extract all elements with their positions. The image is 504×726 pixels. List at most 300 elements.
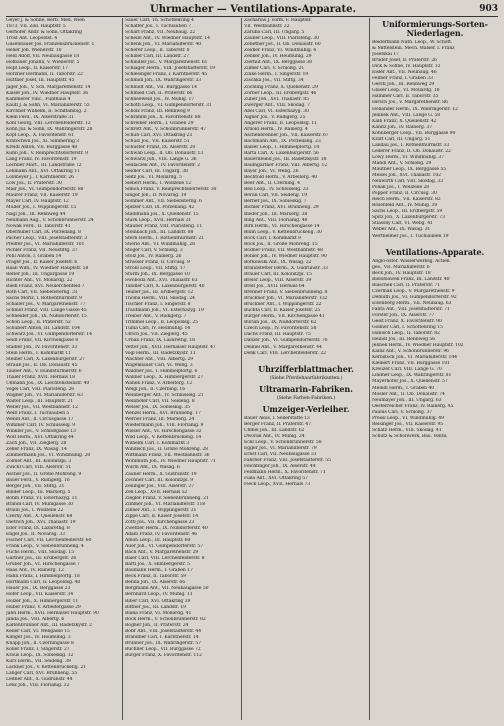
entry-line: Schütz & Schönwerk, Bau. Ventil. (372, 433, 448, 439)
entry-line: Fahrner Franz, VIII. Josefstädterstr. 55 (244, 458, 331, 464)
entry-line: Wagenbauer Carl, VI. Webg. 3 (125, 362, 193, 368)
entry-line: Egger Jos., VI. Mariahilferstr. 79 (244, 445, 317, 451)
entry-line: Zottl Jos., VII. Kirchengasse 23 (125, 519, 195, 525)
entry-line: & Mittelstein. Mech. Walser, I. Franz (372, 46, 455, 52)
entry-list (372, 40, 498, 240)
entry-line: Hartmann Carl, II. Leopoldsg. 40 (6, 580, 81, 586)
entry-line: Jellinek Ant., VIII. Lange G. 58 (372, 112, 441, 118)
entry-list (244, 18, 368, 357)
entry-line: Stadlmann Jos., X. Quellenstr. 15 (125, 211, 199, 217)
entry-line: Glaser Leop., VI. Mollardg. 18 (372, 88, 440, 94)
entry-line: Langer Carl, XVI. Brunneng. 55 (6, 671, 78, 677)
entry-line: Bock Carl, I. Kohlmarkt 9 (244, 235, 301, 241)
entry-line: Dachs Franz, III. Hauptstr. 75 (244, 332, 311, 338)
entry-line: Riedl Franz, XVI. Neulerchenfeld 7 (6, 284, 85, 290)
entry-line: Schmidl Joh., IX. Währingerstr. 33 (125, 78, 202, 84)
entry-line: Schneider Joh., IX. Nußdorferstr. 15 (6, 314, 87, 320)
entry-line: Hörzner Hermann, II. Taborstr. 22 (6, 72, 83, 78)
entry-line: Rosenfeld Ant., IV. Mühlg. 39 (372, 203, 438, 209)
entry-line: Josefskai 17 (372, 52, 399, 58)
entry-line: Oberhuber Carl, IX. Porzellang. 8 (6, 229, 81, 235)
entry-line: Binder Leop., III. Marxerg. 5 (6, 489, 71, 495)
entry-line: Bauernfeind Jos., III. Radetzkystr. 18 (244, 157, 327, 163)
column-divider (369, 18, 370, 720)
entry-line: Feldmann Herm., X. Favoritenstr. 71 (244, 470, 326, 476)
entry-line: Singer Joh., II. Novarag. 19 (125, 193, 187, 199)
entry-line: Kohl Georg, VIII. Lerchenfelderstr. 12 (6, 120, 91, 126)
entry-line: Gollner Carl, I. Schottenring 15 (372, 325, 443, 331)
entry-line: Zuber Joh., XVI. Thaliastr. 85 (244, 96, 309, 102)
entry-line: Aschenbrenner Joh., VII. Kaiserstr. 67 (244, 132, 329, 138)
entry-line: Pacher Leop., VIII. Josefstädterstr. 3 (6, 235, 88, 241)
entry-line: Zacharias J. vorm. F. Hauptstr. (244, 18, 312, 23)
entry-line: Bodner Franz, VII. Westbahnstr. 48 (244, 247, 323, 253)
entry-line: Feichtinger Joh., IX. Alserstr. 44 (244, 464, 316, 470)
entry-line: Bieder Joh., III. Marxerg. 38 (244, 211, 308, 217)
entry-line: Neumann Aug., V. Schönbrunnerstr. 24 (6, 217, 94, 223)
entry-line: Seidler Carl, III. Ungarg. 38 (125, 169, 188, 175)
entry-line: Zwettler Herm., IX. Nußdorferstr. 40 (125, 525, 208, 531)
entry-line: Zach Joh., VII. Zieglerg. 28 (6, 441, 67, 447)
entry-line: Scholz Franz, III. Rennweg 9 (125, 108, 190, 114)
entry-line: Reiter Joh., III. Ungargasse 19 (6, 271, 75, 277)
entry-line: Breier Leop., VIII. Alserstr. 39 (244, 278, 312, 284)
entry-line: Schwab Leop., II. Ob. Donaustr. 13 (125, 151, 204, 157)
entry-line: Burian Jos., IX. Nußdorferstr. 62 (244, 320, 317, 326)
entry-line: Tauber Ant., V. Hundsturmerstr. 6 (6, 368, 82, 374)
entry-line: Sedlaczek Ant., IV. Favoritenstr. 2 (125, 163, 201, 169)
entry-line: Zöchling Franz, X. Quellenstr. 29 (244, 84, 318, 90)
entry-line: Strasser Franz, II. Circusg. 9 (125, 259, 190, 265)
entry-line: Prager Jos., II. Kaiser Josefstr. 6 (6, 259, 78, 265)
entry-line: Wiedermann Joh., VIII. Florianig. 9 (125, 423, 204, 429)
entry-line: Sachs Leop., III. Erdbergstr. 59 (372, 209, 443, 215)
entry-line: Bichler Franz, XVI. Brunneng. 29 (244, 205, 319, 211)
column-3 (244, 18, 368, 720)
section-heading: Ultramarin-Fabriken. (259, 383, 353, 394)
entry-line: Adam Franz, IV. Favoritenstr. 46 (125, 531, 198, 537)
column-1 (6, 18, 121, 720)
entry-line: Kalb Franz, X. Quellenstr. 42 (372, 118, 437, 124)
entry-line: Schatz Herm., VIII. Skodag. 41 (372, 427, 442, 433)
entry-line: Wachter Ant., VIII. Albertg. 29 (125, 356, 194, 362)
entry-line: Pohl Anton, I. Graben 14 (6, 253, 62, 259)
entry-line: Schindler Jos., V. Margarethenstr. 61 (125, 60, 208, 66)
entry-line: Zeller Franz, IX. Wasag. 14 (6, 447, 67, 453)
entry-line: Urban Franz, IX. Lazarethg. 18 (125, 338, 195, 344)
entry-line: Lehmann Ant., XVI. Ottakring 11 (6, 169, 80, 175)
entry-line: Wilhelm Carl, I. Kohlmarkt 3 (125, 441, 190, 447)
entry-line: Kreidl Anton, VII. Burggasse 48 (6, 144, 78, 150)
entry-line: Kurz Herm., VII. Seideng. 39 (6, 658, 71, 664)
section-heading: Uhrzifferblattmacher. (258, 363, 354, 374)
entry-line: Beran Carl, VII. Seideng. 19 (244, 193, 308, 199)
entry-line: Meisel Joh., XVI. Thaliastr. 102 (372, 173, 441, 179)
entry-line: Hahn Franz, I. Himmelpfortg. 18 (6, 574, 80, 580)
entry-line: Lindner Leop., IX. Währingerstr. 81 (372, 373, 452, 379)
entry-line: Knapp Joh., II. Czerningasse 8 (6, 640, 74, 646)
entry-line: Wallner Leop., X. Himbergerstr. 27 (125, 374, 204, 380)
entry-line: Schaller Jos., V. Margarethenstr. 77 (6, 302, 86, 308)
entry-line: Zeilinger Jos., VIII. Alserstr. 27 (125, 483, 194, 489)
entry-line: Schrott Ant., V. Schönbrunnerstr. 47 (125, 126, 207, 132)
entry-line: Gärtner Jos., III. Erdbergstr. 26 (6, 556, 77, 562)
entry-line: Lang Franz, IV. Favoritenstr. 19 (6, 157, 77, 163)
entry-line: Schön Leop., II. Praterstr. 52 (6, 320, 71, 326)
entry-line: Spitz Joh., X. Laxenburgerstr. 73 (372, 215, 445, 221)
entry-line: Mayer Carl, IV. Hauptstr. 12 (6, 199, 69, 205)
entry-line: Berner Jos., IX. Sobieskig. 7 (244, 199, 307, 205)
entry-line: Brandl Carl, IV. Mühlgasse 30 (6, 501, 73, 507)
entry-line: Gerhofer Andr. & Sohn, Ottakring (6, 30, 82, 36)
entry-line: Brückner Joh., VI. Mariahilferstr. 132 (244, 296, 328, 302)
page-number: 903 (479, 4, 498, 14)
entry-line: Czerny Ant., X. Quellenstr. 68 (6, 513, 73, 519)
entry-line: Janda Jos., VIII. Albertg. 6 (6, 616, 65, 622)
entry-line: Zauner Leop., VIII. Piaristeng. 30 (244, 36, 319, 42)
entry-line: Roth Carl, VII. Siebensterng. 31 (6, 290, 78, 296)
entry-line: Lederer Franz, II. Ob. Donaustr. 22 (372, 148, 451, 154)
entry-line: Meindl Herm., I. Graben 40 (372, 385, 435, 391)
entry-line: Raab Wilh., IV. Wiedner Hauptstr. 58 (6, 265, 89, 271)
section-heading: Ventilations-Apparate. (385, 246, 485, 257)
column-divider (241, 18, 242, 720)
entry-line: Landau Jos., I. Rothenthurmstr. 33 (372, 142, 450, 148)
entry-line: Buchta Carl, II. Kaiser Josefstr. 25 (244, 308, 321, 314)
column-4 (372, 18, 498, 720)
entry-line: Bergmann Ant., VII. Neubaugasse 50 (125, 586, 209, 592)
entry-line: Müller Jos., I. Wipplingerstr. 15 (6, 205, 77, 211)
entry-line: Zwickl Carl, VIII. Alserstr. 51 (6, 465, 72, 471)
entry-line: Strobl Leop., VII. Stiftg. 17 (125, 265, 186, 271)
entry-line: Aigner Jos., V. Rüdigerg. 25 (244, 114, 306, 120)
entry-line: Braun Jos., I. Wollzeile 22 (6, 507, 64, 513)
entry-line: Bohr Ant., VIII. Josefstädterstr. 44 (125, 628, 202, 634)
entry-line: Eisenberg Herm., VII. Neubaug. 63 (372, 300, 452, 306)
entry-line: Kirchner Wilhelm, II. Schiffamtsg. 2 (6, 108, 87, 114)
entry-line: Fleck Leop., XVII. Hernals 73 (244, 482, 311, 488)
entry-line: Dworak Ant., IV. Mühlg. 24 (244, 433, 305, 439)
entry-line: Trautmann Joh., VI. Esterhazyg. 19 (125, 308, 204, 314)
entry-line: ges., VII. Mariahilferstr. 6 (372, 264, 430, 270)
section-note: (Siehe Farben-Fabriken.) (276, 395, 336, 401)
entry-line: Seidl Franz, VII. Kirchengasse 8 (6, 338, 79, 344)
entry-line: Schlager Herm., VIII. Josefstädterstr. 19 (125, 66, 216, 72)
page-title: Uhrmacher — Ventilations-Apparate. (149, 4, 356, 15)
entry-line: Schöffl Leop., VI. Gumpendorferstr. 31 (125, 102, 212, 108)
entry-line: Brandner Carl, I. Kärntnerstr. 14 (125, 634, 199, 640)
entry-line: Wurm Ant., IX. Wasag. 6 (125, 465, 180, 471)
entry-line: Zechner Carl, III. Kolonitzpl. 9 (125, 477, 194, 483)
entry-line: Schärf Franz, VII. Neubaug. 22 (125, 30, 196, 36)
entry-line: Hanisch Leop., II. Taborstr. 82 (372, 331, 440, 337)
entry-line: Thoma Herm., VIII. Skodag. 24 (125, 296, 195, 302)
entry-line: Zörner Leop., III. Erdbergstr. 46 (244, 90, 317, 96)
entry-line: Schramm Joh., X. Favoritenstr. 88 (125, 114, 201, 120)
entry-line: Siebert Herm., I. Wollzeile 12 (125, 181, 192, 187)
entry-line: Brüder Josef, II. Praterstr. 26 (372, 58, 437, 64)
entry-line: Wimmer Carl, IV. Schlüsselg. 9 (6, 423, 76, 429)
entry-line: Weiß Franz, I. Tuchlauben 5 (6, 411, 70, 417)
entry-line: Schmidt Ant., VII. Burggasse 14 (125, 84, 197, 90)
entry-line: Geist Franz, X. Favoritenstr. 90 (372, 319, 442, 325)
entry-line: Tischler Franz, I. Singerstr. 8 (125, 302, 191, 308)
entry-line: Danzer Joh., VI. Gumpendorferstr. 70 (244, 338, 328, 344)
entry-line: Käufl J. & Sohn, VI. Mariahilferstr. 55 (6, 102, 90, 108)
entry-line: Schmid Franz, VIII. Lange Gasse 45 (6, 308, 87, 314)
section-note: (Siehe Pferdehaarfabrikanten.) (269, 375, 343, 381)
entry-line: Kohnberger Leop., VII. Burggasse 90 (372, 130, 456, 136)
entry-line: Baier Carl, VIII. Lerchenfelderstr. 8 (125, 556, 205, 562)
entry-line: Hüttner Josef, III. Hauptstr. 45 (6, 78, 75, 84)
entry-line: Abel Carl, VI. Esterhazyg. 30 (244, 108, 309, 114)
entry-line: Dick & Söhne, IV. Hauptstr. 12 (372, 64, 441, 70)
entry-line: Lechner Mart., III. Landstraße 72 (6, 163, 82, 169)
entry-line: Förster Joh., IX. Alserstr. 77 (372, 312, 435, 318)
entry-line: Teuber Jos., III. Erdbergstr. 12 (125, 290, 194, 296)
entry-line: Stauber Franz, VIII. Piaristeng. 11 (125, 223, 203, 229)
entry-line: Schwarz Jos., VI. Gumpendorferstr. 14 (6, 332, 92, 338)
entry-line: Böhler Joh., IV. Wiedner Hauptstr. 90 (244, 253, 327, 259)
entry-line: Mayerhofer Jos., X. Quellenstr. 57 (372, 379, 448, 385)
entry-line: Zenker Joh., IV. Heumühlg. 29 (244, 54, 312, 60)
entry-line: Heller Joh. Wienerstr. 10 (6, 48, 62, 54)
entry-line: Czech Leop., IV. Favoritenstr. 58 (244, 326, 317, 332)
entry-line: Brenner Franz, V. Siebenbrunneng. 8 (244, 290, 328, 296)
entry-line: Fanta Ant., VIII. Josefstädterstr. 71 (372, 306, 450, 312)
entry-line: Weber Ant., IX. Wasag. 31 (372, 227, 431, 233)
entry-line: Schlesinger Franz, I. Kärntnerstr. 45 (125, 72, 208, 78)
entry-line: Birk Herm., VI. Hirschengasse 14 (244, 223, 320, 229)
entry-line: Stöger Carl, V. Schloßg. 3 (125, 247, 183, 253)
entry-line: Trimmel Leop., II. Leopoldsg. 25 (125, 320, 199, 326)
entry-line: Böck Jos., II. Große Mohreng. 15 (244, 241, 318, 247)
entry-line: Eisler Ant., VII. Neubaug. 46 (372, 70, 437, 76)
entry-line: Zauner Herm., X. Gudrunstr. 19 (125, 471, 197, 477)
entry-line: Bruckner Ant., I. Wipplingerstr. 22 (244, 302, 322, 308)
page-header (8, 4, 498, 16)
entry-line: Neuwirth Carl, VIII. Skodag. 33 (372, 179, 444, 185)
entry-line: Denk Carl, VIII. Lerchenfelderstr. 22 (244, 350, 327, 356)
entry-line: Held Adolf, VII. Neubaugasse 18 (6, 54, 80, 60)
entry-line: Neumayer Joh., III. Ungarg. 63 (372, 397, 442, 403)
entry-line: Kaltenbrunner Ant., III. Radetzkystr. 2 (6, 622, 92, 628)
entry-line: Kraus Leop., IX. Sobieskig. 12 (6, 652, 74, 658)
entry-line: Wohlmuth Joh., IV. Wiedner Hauptstr. 71 (125, 459, 216, 465)
entry-line: Jäger Joh., V. Sch. Margarethenstr. 14 (6, 84, 91, 90)
entry-line: Barta Carl, X. Laxenburgerstr. 56 (244, 151, 319, 157)
entry-line: Blum Leop., V. Kettenbrückeng. 30 (244, 229, 322, 235)
entry-line: Zeidler Franz, VI. Windmühlg. 4 (244, 48, 317, 54)
entry-line: Brandstetter Herm., X. Gudrunstr. 33 (244, 265, 328, 271)
entry-line: Spitzer Carl, IX. Porzellang. 42 (125, 205, 195, 211)
entry-list (372, 259, 498, 440)
entry-line: Kopf Leop., X. Favoritenstr. 61 (6, 132, 74, 138)
entry-line: Leitner Ant., X. Gudrunstr. 44 (6, 677, 73, 683)
entry-line: Lenz Joh., VIII. Florianig. 32 (6, 683, 70, 689)
entry-line: Angerer Franz, II. Leopoldsg. 11 (244, 120, 317, 126)
entry-line: Bechtold Herm., V. Arbeiterg. 40 (244, 175, 318, 181)
entry-line: Zaruba Carl, III. Ungarg. 5 (244, 30, 305, 36)
entry-line: Keller Carl, VI. Webgasse 15 (6, 628, 70, 634)
entry-line: Baumgartner Franz, VIII. Albertg. 12 (244, 163, 328, 169)
entry-line: Eder Franz, IX. Lazarethg. 8 (6, 525, 70, 531)
entry-line: 1873, VII. Zoll. Hauptstr. 5 (6, 24, 66, 30)
entry-line: Zierhut Ant., IX. Berggasse 38 (244, 60, 312, 66)
entry-line: Zimmermann Jos., VI. Windmühlg. 20 (6, 453, 91, 459)
entry-line: Weber Jos., VII. Westbahnstr. 12 (6, 405, 78, 410)
entry-line: Wild Leop., V. Kettenbrückeng. 14 (125, 435, 202, 441)
entry-line: Popper Franz, II. Circusg. 30 (372, 191, 437, 197)
entry-line: Anglo-öster. Wasserwerksg. Actien. (372, 258, 451, 264)
entry-line: Treiber Ant., V. Rüdigerg. 7 (125, 314, 187, 320)
entry-line: Mosler Ant., II. Ob. Donaustr. 74 (372, 391, 445, 397)
section-heading: Umzeiger-Verleiher. (262, 403, 350, 414)
entry-line: Ullmann Jos., IX. Liechtensteinstr. 40 (6, 380, 90, 386)
entry-line: Nowak Ferd., II. Taborstr. 41 (6, 223, 71, 229)
entry-line: Heindl Jos., III. Rennweg 56 (372, 337, 435, 343)
entry-line: Tandler Carl, X. Laxenburgerstr. 40 (125, 284, 205, 290)
entry-line: Gerstl Joh., III. Rennweg 29 (372, 82, 435, 88)
entry-line: Kreuzer Carl, VIII. Lange G. 70 (372, 367, 442, 373)
entry-line: Kaiser Joh., IV. Wiedner Hauptstr. 36 (6, 90, 89, 96)
entry-line: Mandl Ant., V. Schloßg. 29 (372, 160, 432, 166)
entry-line: Sommer Ant., VII. Siebensterng. 6 (125, 199, 202, 205)
entry-line: Berger Franz, II. Praterstr. 47 (244, 421, 311, 427)
entry-line: Zillner Carl, V. Schloßg. 21 (244, 66, 305, 72)
entry-line: Auer Joh., VI. Gumpendorferstr. 57 (125, 544, 204, 550)
entry-line: Dietrich Joh., XVI. Thaliastr. 19 (6, 519, 76, 525)
entry-line: Lobmeyer J., I. Kärntnerstr. 26 (6, 175, 75, 181)
entry-line: Schreiber Herm., I. Graben 29 (125, 120, 194, 126)
entry-line: Berger Joh., VII. Stiftg. 21 (6, 483, 65, 489)
entry-line: Zwerger Ant., VIII. Skodag. 7 (244, 102, 310, 108)
entry-line: Böhm Franz, VI. Esterhazyg. 11 (6, 495, 78, 501)
entry-line: Biber Carl, XVI. Ottakring 39 (125, 598, 191, 604)
entry-line: Kleinert Franz, VII. Burggasse 101 (372, 361, 450, 367)
entry-line: Haas Ant., IV. Rainerg. 12 (6, 568, 64, 574)
entry-line: Wenzel Herm., XVI. Brunneng. 17 (125, 411, 201, 417)
entry-line: Bach Ant., V. Margarethenstr. 29 (125, 550, 199, 556)
entry-line: Scherer Leop., II. Taborstr. 8 (125, 48, 190, 54)
entry-line: Simon Franz, V. Reinprechtsdorferstr. 30 (125, 187, 217, 193)
entry-line: Kraft Carl, III. Ungarg. 51 (372, 136, 431, 142)
entry-line: Sachs Moriz, I. Rothenthurmstr. 9 (6, 296, 82, 302)
entry-line: Beck Joh., IV. Hauptstr. 18 (372, 270, 431, 276)
entry-line: Zöllner Ant., III. Kolonitzpl. 3 (6, 459, 72, 465)
entry-line: Löw Jos., II. Praterstr. 30 (6, 181, 62, 187)
entry-line: Engel Jos., II. Novarag. 33 (6, 531, 65, 537)
entry-line: Bernhard Leop., IV. Mühlg. 11 (125, 592, 193, 598)
column-2 (125, 18, 240, 720)
entry-line: Hofbauer Johann, V. Wienerstr. 5 (6, 60, 80, 66)
entry-line: Blaha Franz, VI. Mollardg. 41 (125, 610, 192, 616)
entry-line: Gusenbauer Jos. Franzensbrückenstr. 1 (6, 42, 95, 48)
entry-line: Schiller Carl, III. Landstr. 27 (125, 54, 189, 60)
entry-line: Tuma Carl, IV. Heumühlg. 14 (125, 326, 191, 332)
entry-line: Lackner Jos., V. Kettenbrückeng. 21 (6, 665, 86, 671)
entry-line: Zippe Carl, II. Kaiser Josefstr. 14 (125, 513, 199, 519)
entry-line: Steiner Carl, X. Laxenburgerstr. 27 (6, 356, 85, 362)
entry-line: Ziegler Franz, V. Siebenbrunneng. 21 (125, 495, 209, 501)
entry-line: Stern Herm., I. Rothenthurmstr. 21 (125, 235, 205, 241)
entry-line: Fellner Franz, I. Graben 33 (372, 76, 433, 82)
spacer (372, 240, 498, 246)
entry-line: Wagner Joh., VI. Mariahilferstr. 63 (6, 392, 83, 398)
spacer (244, 357, 368, 363)
entry-line: Steinbach Joh., III. Landstr. 88 (125, 229, 194, 235)
entry-line: Maurer Franz, VII. Kaiserstr. 19 (6, 193, 78, 199)
entry-line: Schulz Jos., VII. Kaiserstr. 51 (125, 138, 190, 144)
entry-line: Trost Ant. Leopoldst. 4 (6, 36, 58, 42)
entry-line: Zischka Jos., VII. Stiftg. 34 (244, 78, 304, 84)
entry-line: Zell Leop., XVII. Hernals 52 (125, 489, 188, 495)
entry-line: Weigl Joh., II. Czerning. 16 (125, 386, 186, 392)
entry-line: Frank Leop., V. Siebenbrunneng. 4 (6, 544, 84, 550)
entry-line: Mair Jos., VI. Gumpendorferstr. 88 (6, 187, 84, 193)
entry-line: Breit Jos., XVII. Hernals 64 (244, 284, 305, 290)
entry-line: Baumann Herm., I. Graben 17 (125, 568, 193, 574)
entry-line: Zinke Herm., I. Singerstr. 19 (244, 72, 309, 78)
entry-line: Hopf Leop., II. Kaiserstr. 17 (6, 66, 68, 72)
entry-line: Stadler Joh., IV. Favoritenstr. 33 (6, 344, 78, 350)
entry-line: Balzer Leop., I. Himmelpfortg. 14 (244, 144, 320, 150)
entry-line: Bogner Joh., II. Praterstr. 24 (125, 622, 189, 628)
entry-line: Nagl Joh., III. Rennweg 44 (6, 211, 66, 217)
entry-line: Fuchs Herm., VIII. Skodag. 15 (6, 550, 75, 556)
entry-line: Ernst Carl, VII. Neubaugasse 31 (244, 452, 317, 457)
entry-line: Pressl Leop., VI. Windmühlg. 49 (372, 415, 444, 421)
entry-line: Fischer Carl, VII. Lerchenfelderstr. 60 (6, 538, 92, 544)
entry-line: Hofer Leop., VII. Kaiserstr. 34 (6, 592, 74, 598)
entry-line: Bittner Jos., III. Landstr. 19 (125, 604, 186, 610)
entry-line: Reich Herm., VII. Kaiserstr. 82 (372, 197, 441, 203)
entry-line: Schuster Franz, IX. Alserstr. 20 (125, 144, 196, 150)
entry-line: Weinhofer Carl, VII. Seideng. 8 (125, 398, 195, 404)
entry-line: Scheibl Ant., IV. Wiedner Hauptstr. 14 (125, 36, 210, 42)
section-heading: Uniformierungs-Sorten-Niederlagen. (382, 19, 488, 38)
entry-line: Bielohlawek Franz, III. Landstr. 40 (372, 276, 450, 282)
entry-line: Swoboda Ant., XVI. Thaliastr. 63 (125, 278, 198, 284)
entry-line: Reisinger Jos., VII. Kaiserstr. 95 (372, 421, 444, 427)
entry-line: Bing Ant., VIII. Florianig. 48 (244, 217, 308, 223)
entry-line: Czermak Leop., V. Margarethenstr. 9 (372, 288, 455, 294)
entry-line: Koller Franz, I. Singerstr. 27 (6, 646, 70, 652)
entry-line: Arnold Herm., IV. Rainerg. 4 (244, 126, 308, 132)
entry-line: Mautner Leop., IX. Berggasse 55 (372, 166, 446, 172)
entry-line: Eckl Leop., V. Schönbrunnerstr. 58 (244, 439, 322, 445)
entry-line: Windisch Jos., II. Große Mohreng. 28 (125, 447, 209, 453)
entry-line: Schwarzl Joh., VIII. Lange G. 36 (125, 157, 197, 163)
entry-line: Ascher Jos., II. Große Mohreng. 9 (6, 471, 82, 477)
entry-line: Klein Ferd., IX. Alserstraße 31 (6, 114, 74, 120)
entry-line: Brauer Carl, III. Kolonitzpl. 15 (244, 271, 312, 277)
entry-line: Kernstock Joh., VI. Mariahilferstr. 144 (372, 355, 458, 361)
entry-line: Wieser Ant., VI. Hirschengasse 32 (125, 429, 202, 435)
entry-line: Schaffer Jos., I. Tuchlauben 7 (125, 24, 191, 30)
entry-line: Pfeiffer Jos., VI. Mariahilferstr. 101 (6, 241, 85, 247)
entry-line: Klinger Jos., IV. Heumühlg. 3 (6, 634, 71, 640)
entry-line: Weinberger Ant., IV. Schlüsselg. 21 (125, 392, 204, 398)
entry-line: Walter Leop., III. Hauptstr. 21 (6, 398, 74, 404)
entry-list (6, 18, 121, 689)
entry-line: Kratochwil Jos., XI. Simmering 3 (6, 138, 79, 144)
entry-line: Stiassny Carl, VI. Webg. 41 (372, 221, 433, 227)
entry-line: Richter Ant., VI. Mollardg. 22 (6, 278, 73, 284)
entry-line: Holzer Joh., X. Himbergerstr. 11 (6, 598, 79, 604)
header-rule (6, 16, 498, 17)
entry-line: Beidermann Nath. Leop., W. Schott. (372, 40, 453, 45)
